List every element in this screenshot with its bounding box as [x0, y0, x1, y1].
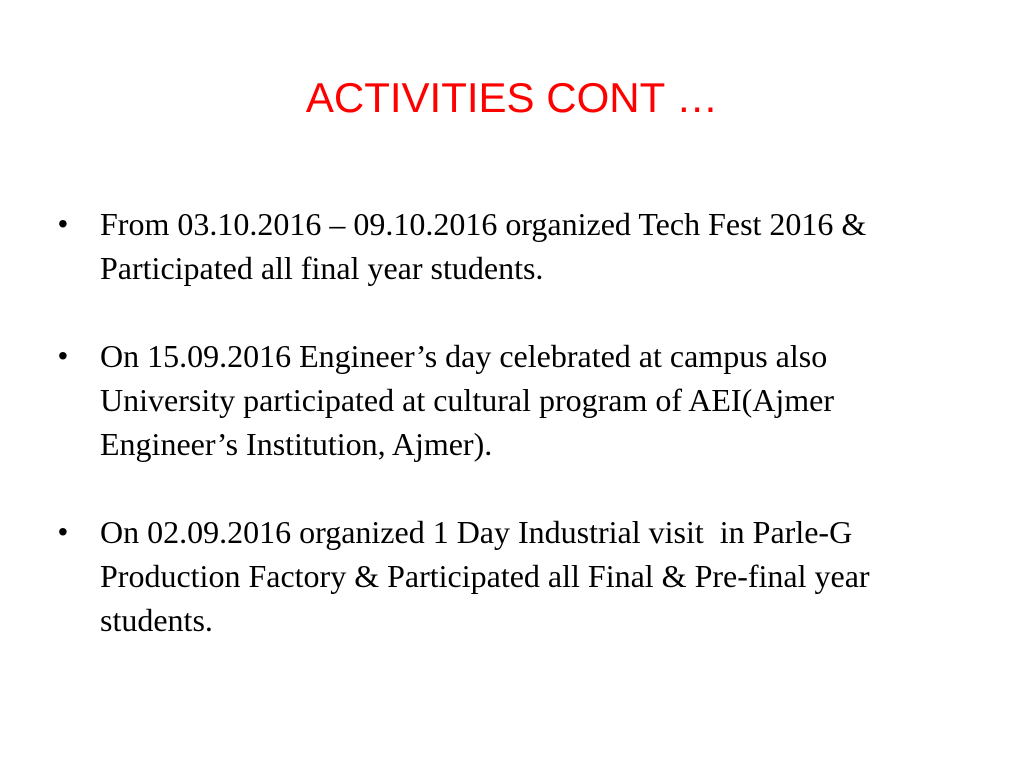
bullet-icon: • — [58, 208, 68, 239]
bullet-icon: • — [58, 340, 68, 371]
bullet-text: On 02.09.2016 organized 1 Day Industrial visit in Parle-G Production Factory & Participated all Final & Pre-final year students. — [100, 514, 886, 638]
bullet-item-industrial-visit — [58, 510, 958, 642]
slide-title: ACTIVITIES CONT … — [305, 74, 719, 121]
bullet-text: From 03.10.2016 – 09.10.2016 organized Tech Fest 2016 & Participated all final year students. — [100, 206, 875, 286]
bullet-text: On 15.09.2016 Engineer’s day celebrated at campus also University participated at cultural program of AEI(Ajmer Engineer’s Institution, Ajmer). — [100, 338, 842, 462]
bullet-item-engineers-day — [58, 334, 958, 466]
bullet-list — [58, 202, 958, 686]
bullet-item-tech-fest — [58, 202, 958, 290]
bullet-icon: • — [58, 516, 68, 547]
